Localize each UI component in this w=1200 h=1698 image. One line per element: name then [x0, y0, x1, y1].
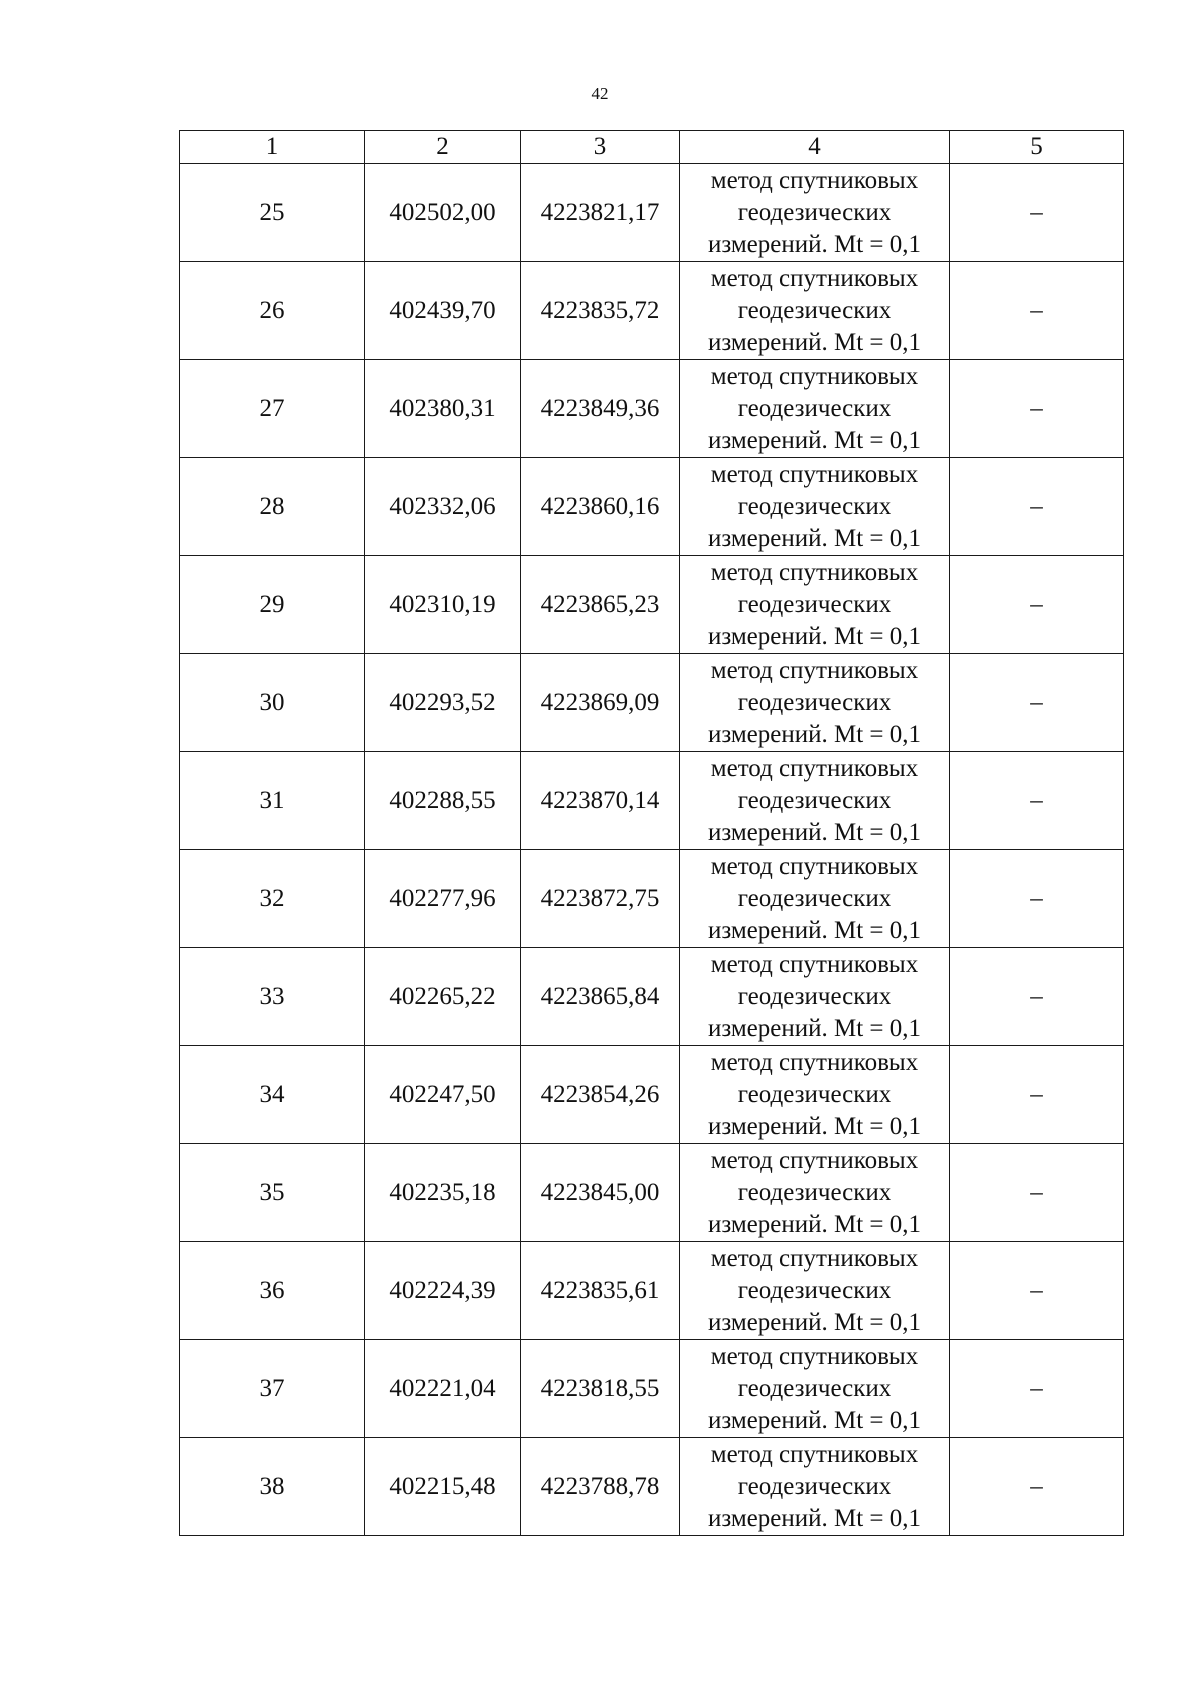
method-line: измерений. Mt = 0,1	[707, 230, 922, 258]
method-line: геодезических	[737, 1080, 892, 1108]
method-line: геодезических	[737, 492, 892, 520]
point-number-cell: 38	[180, 1438, 365, 1536]
table-row	[180, 654, 1124, 752]
table-row	[180, 1438, 1124, 1536]
method-cell	[680, 262, 950, 360]
point-number-cell: 33	[180, 948, 365, 1046]
point-number-cell: 35	[180, 1144, 365, 1242]
method-line: метод спутниковых	[710, 558, 919, 586]
y-coordinate-cell: 4223788,78	[521, 1438, 680, 1536]
method-line: геодезических	[737, 688, 892, 716]
note-cell: –	[950, 1438, 1124, 1536]
x-coordinate-cell: 402293,52	[365, 654, 521, 752]
method-line: метод спутниковых	[710, 656, 919, 684]
table-row	[180, 1242, 1124, 1340]
note-cell: –	[950, 752, 1124, 850]
point-number-cell: 26	[180, 262, 365, 360]
x-coordinate-cell: 402310,19	[365, 556, 521, 654]
method-line: измерений. Mt = 0,1	[707, 1112, 922, 1140]
method-line: измерений. Mt = 0,1	[707, 524, 922, 552]
table-row	[180, 164, 1124, 262]
note-cell: –	[950, 556, 1124, 654]
table-row	[180, 262, 1124, 360]
y-coordinate-cell: 4223835,72	[521, 262, 680, 360]
table-row	[180, 458, 1124, 556]
point-number-cell: 31	[180, 752, 365, 850]
point-number-cell: 37	[180, 1340, 365, 1438]
method-line: метод спутниковых	[710, 950, 919, 978]
method-line: метод спутниковых	[710, 754, 919, 782]
y-coordinate-cell: 4223835,61	[521, 1242, 680, 1340]
method-line: геодезических	[737, 1276, 892, 1304]
method-cell	[680, 654, 950, 752]
method-line: метод спутниковых	[710, 460, 919, 488]
method-line: измерений. Mt = 0,1	[707, 916, 922, 944]
note-cell: –	[950, 360, 1124, 458]
point-number-cell: 30	[180, 654, 365, 752]
header-cell-2: 2	[365, 131, 521, 164]
x-coordinate-cell: 402380,31	[365, 360, 521, 458]
method-line: геодезических	[737, 1374, 892, 1402]
y-coordinate-cell: 4223870,14	[521, 752, 680, 850]
y-coordinate-cell: 4223849,36	[521, 360, 680, 458]
point-number-cell: 27	[180, 360, 365, 458]
method-cell	[680, 1242, 950, 1340]
x-coordinate-cell: 402224,39	[365, 1242, 521, 1340]
table-row	[180, 1046, 1124, 1144]
method-line: геодезических	[737, 198, 892, 226]
method-line: измерений. Mt = 0,1	[707, 622, 922, 650]
method-line: геодезических	[737, 296, 892, 324]
note-cell: –	[950, 262, 1124, 360]
note-cell: –	[950, 654, 1124, 752]
note-cell: –	[950, 1144, 1124, 1242]
method-cell	[680, 458, 950, 556]
x-coordinate-cell: 402332,06	[365, 458, 521, 556]
method-line: геодезических	[737, 786, 892, 814]
table-row	[180, 1340, 1124, 1438]
method-cell	[680, 1144, 950, 1242]
method-line: метод спутниковых	[710, 852, 919, 880]
method-line: измерений. Mt = 0,1	[707, 720, 922, 748]
method-line: геодезических	[737, 394, 892, 422]
method-line: геодезических	[737, 1178, 892, 1206]
x-coordinate-cell: 402277,96	[365, 850, 521, 948]
point-number-cell: 28	[180, 458, 365, 556]
method-line: метод спутниковых	[710, 1244, 919, 1272]
x-coordinate-cell: 402235,18	[365, 1144, 521, 1242]
y-coordinate-cell: 4223865,23	[521, 556, 680, 654]
method-cell	[680, 948, 950, 1046]
x-coordinate-cell: 402502,00	[365, 164, 521, 262]
x-coordinate-cell: 402215,48	[365, 1438, 521, 1536]
note-cell: –	[950, 458, 1124, 556]
table-row	[180, 1144, 1124, 1242]
method-line: измерений. Mt = 0,1	[707, 818, 922, 846]
y-coordinate-cell: 4223818,55	[521, 1340, 680, 1438]
point-number-cell: 25	[180, 164, 365, 262]
method-line: измерений. Mt = 0,1	[707, 1308, 922, 1336]
note-cell: –	[950, 164, 1124, 262]
method-line: метод спутниковых	[710, 166, 919, 194]
note-cell: –	[950, 1340, 1124, 1438]
x-coordinate-cell: 402439,70	[365, 262, 521, 360]
method-line: геодезических	[737, 884, 892, 912]
method-line: метод спутниковых	[710, 1440, 919, 1468]
y-coordinate-cell: 4223865,84	[521, 948, 680, 1046]
x-coordinate-cell: 402288,55	[365, 752, 521, 850]
method-line: измерений. Mt = 0,1	[707, 1014, 922, 1042]
method-line: геодезических	[737, 590, 892, 618]
method-line: метод спутниковых	[710, 264, 919, 292]
note-cell: –	[950, 948, 1124, 1046]
method-line: измерений. Mt = 0,1	[707, 1504, 922, 1532]
y-coordinate-cell: 4223872,75	[521, 850, 680, 948]
table-header-row	[180, 131, 1124, 164]
method-cell	[680, 1438, 950, 1536]
method-cell	[680, 752, 950, 850]
method-line: метод спутниковых	[710, 1146, 919, 1174]
note-cell: –	[950, 850, 1124, 948]
method-cell	[680, 1340, 950, 1438]
y-coordinate-cell: 4223869,09	[521, 654, 680, 752]
method-cell	[680, 164, 950, 262]
method-cell	[680, 556, 950, 654]
page-number: 42	[591, 84, 609, 103]
method-line: измерений. Mt = 0,1	[707, 1406, 922, 1434]
method-cell	[680, 850, 950, 948]
point-number-cell: 32	[180, 850, 365, 948]
table-row	[180, 752, 1124, 850]
method-line: метод спутниковых	[710, 1048, 919, 1076]
x-coordinate-cell: 402221,04	[365, 1340, 521, 1438]
table-row	[180, 360, 1124, 458]
point-number-cell: 34	[180, 1046, 365, 1144]
coordinates-table	[179, 130, 1124, 1536]
note-cell: –	[950, 1046, 1124, 1144]
method-cell	[680, 1046, 950, 1144]
point-number-cell: 29	[180, 556, 365, 654]
y-coordinate-cell: 4223860,16	[521, 458, 680, 556]
y-coordinate-cell: 4223821,17	[521, 164, 680, 262]
method-line: измерений. Mt = 0,1	[707, 328, 922, 356]
method-cell	[680, 360, 950, 458]
y-coordinate-cell: 4223845,00	[521, 1144, 680, 1242]
header-cell-1: 1	[180, 131, 365, 164]
method-line: измерений. Mt = 0,1	[707, 1210, 922, 1238]
table-row	[180, 948, 1124, 1046]
header-cell-3: 3	[521, 131, 680, 164]
note-cell: –	[950, 1242, 1124, 1340]
x-coordinate-cell: 402265,22	[365, 948, 521, 1046]
y-coordinate-cell: 4223854,26	[521, 1046, 680, 1144]
header-cell-5: 5	[950, 131, 1124, 164]
table-row	[180, 556, 1124, 654]
header-cell-4: 4	[680, 131, 950, 164]
point-number-cell: 36	[180, 1242, 365, 1340]
method-line: геодезических	[737, 982, 892, 1010]
x-coordinate-cell: 402247,50	[365, 1046, 521, 1144]
method-line: метод спутниковых	[710, 1342, 919, 1370]
coordinates-table-body	[180, 131, 1124, 1536]
table-row	[180, 850, 1124, 948]
method-line: геодезических	[737, 1472, 892, 1500]
method-line: метод спутниковых	[710, 362, 919, 390]
method-line: измерений. Mt = 0,1	[707, 426, 922, 454]
